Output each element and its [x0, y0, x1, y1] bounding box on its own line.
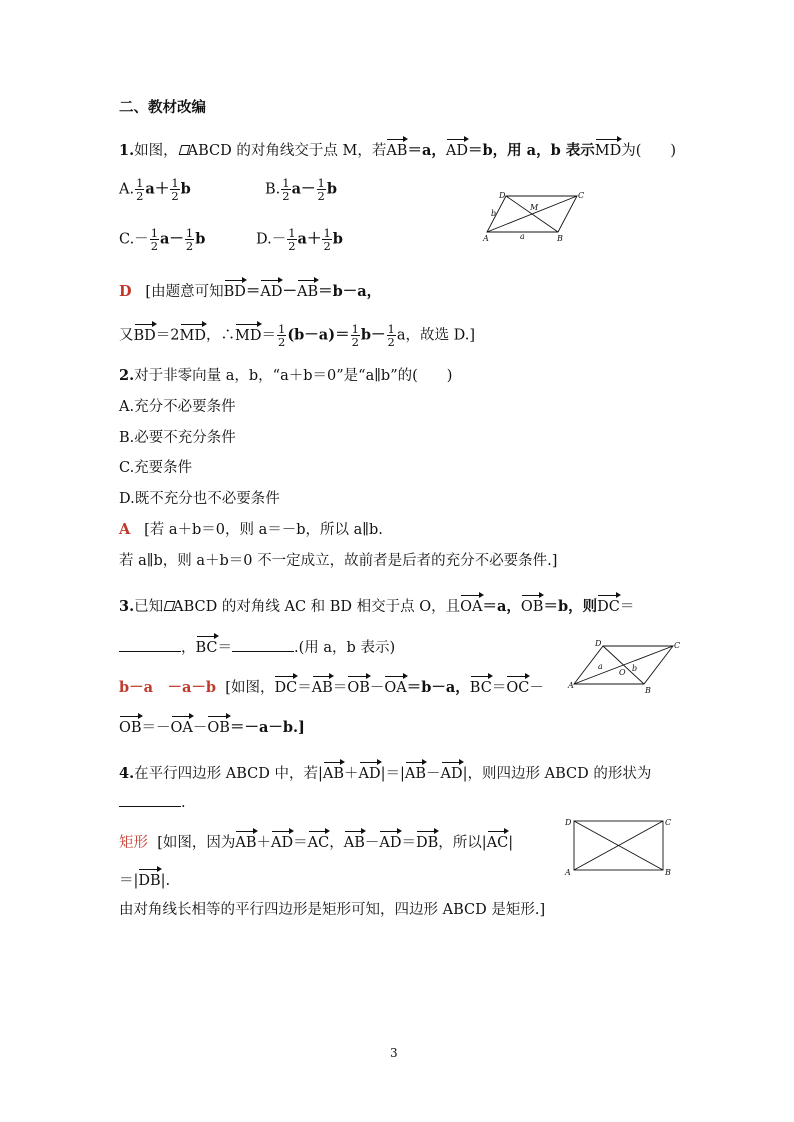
q3-blank-2: [232, 637, 294, 652]
q2-option-d: D.既不充分也不必要条件: [119, 491, 280, 507]
q3-stem: 3.已知 ABCD 的对角线 AC 和 BD 相交于点 O，且OA＝a，OB＝b，则DC＝: [119, 598, 635, 615]
q1-answer: D: [119, 283, 132, 300]
fig3-label-d-vertex: D: [595, 639, 602, 648]
q4-solution-line1: 矩形 [如图，因为AB＋AD＝AC，AB－AD＝DB，所以|AC|: [119, 835, 514, 851]
q3-solution-line1: b－a －a－b [如图，DC＝AB＝OB－OA＝b－a，BC＝OC－: [119, 679, 544, 696]
q3-answer: b－a －a－b: [119, 679, 217, 696]
fig3-label-a-vertex: A: [568, 681, 574, 690]
fig4-label-c: C: [665, 818, 672, 827]
q2-option-b: B.必要不充分条件: [119, 430, 236, 446]
q1-solution-line2: 又BD＝2MD，∴MD＝ $\frac{1}{2}$ (b－a)＝ $\frac{1}{2}$ b－ $\frac{1}{2}$ a，故选 D.]: [119, 322, 476, 349]
page-number: 3: [390, 1046, 398, 1060]
q3-parallelogram-figure: [568, 638, 683, 696]
q4-stem: 4.在平行四边形 ABCD 中，若|AB＋AD|＝|AB－AD|，则四边形 ABCD 的形状为: [119, 765, 652, 782]
q1-option-b: B. $\frac{1}{2}$ a－ $\frac{1}{2}$ b: [265, 176, 337, 203]
q1-option-d: D.－ $\frac{1}{2}$ a＋ $\frac{1}{2}$ b: [256, 226, 343, 253]
fig1-label-b-side: b: [491, 209, 497, 218]
fig3-label-c-vertex: C: [674, 641, 681, 650]
q2-option-a: A.充分不必要条件: [119, 399, 236, 415]
q4-blank: [119, 792, 181, 807]
parallelogram-symbol-icon: [178, 145, 188, 154]
q4-blank-line: .: [119, 792, 186, 813]
q4-solution-line3: 由对角线长相等的平行四边形是矩形可知，四边形 ABCD 是矩形.]: [119, 902, 546, 918]
q3-stem-line2: ，BC＝ .(用 a，b 表示): [119, 637, 395, 658]
vector-AD: AD: [445, 143, 468, 159]
q4-answer: 矩形: [119, 835, 148, 851]
q4-solution-line2: ＝|DB|.: [119, 873, 171, 889]
q3-blank-1: [119, 637, 181, 652]
fig1-label-c-vertex: C: [578, 191, 585, 200]
fig1-label-a-vertex: A: [483, 234, 489, 243]
section-title: 二、教材改编: [119, 99, 206, 116]
fig1-label-m: M: [530, 203, 539, 212]
q3-solution-line2: OB＝－OA－OB＝－a－b.]: [119, 719, 305, 736]
fig4-label-b: B: [665, 868, 671, 877]
q2-solution-line1: A [若 a＋b＝0，则 a＝－b，所以 a∥b.: [119, 521, 383, 538]
q1-parallelogram-figure: [482, 190, 585, 246]
fig1-label-a-side: a: [520, 232, 525, 241]
fig3-label-o: O: [619, 668, 626, 677]
q1-stem: 1.如图， ABCD 的对角线交于点 M，若AB＝a，AD＝b，用 a，b 表示MD为( ): [119, 142, 677, 159]
vector-AB: AB: [386, 143, 408, 159]
q2-solution-line2: 若 a∥b，则 a＋b＝0 不一定成立，故前者是后者的充分不必要条件.]: [119, 553, 558, 569]
q1-option-c: C.－ $\frac{1}{2}$ a－ $\frac{1}{2}$ b: [119, 226, 206, 253]
parallelogram-symbol-icon: [163, 601, 173, 610]
fig1-label-d-vertex: D: [499, 191, 506, 200]
fig3-label-b-side: b: [632, 664, 638, 673]
fig3-label-b-vertex: B: [645, 686, 651, 695]
vector-MD: MD: [594, 143, 622, 159]
q1-option-a: A. $\frac{1}{2}$ a＋ $\frac{1}{2}$ b: [119, 176, 191, 203]
fig1-label-b-vertex: B: [557, 234, 563, 243]
q2-answer: A: [119, 521, 131, 538]
q1-solution-line1: D [由题意可知BD＝AD－AB＝b－a，: [119, 283, 382, 300]
q2-option-c: C.充要条件: [119, 460, 193, 476]
q2-stem: 2.对于非零向量 a，b，“a＋b＝0”是“a∥b”的( ): [119, 367, 453, 384]
fig4-label-a: A: [565, 868, 571, 877]
fig4-label-d: D: [565, 818, 572, 827]
q4-rectangle-figure: [562, 815, 677, 877]
fig3-label-a-side: a: [598, 662, 603, 671]
